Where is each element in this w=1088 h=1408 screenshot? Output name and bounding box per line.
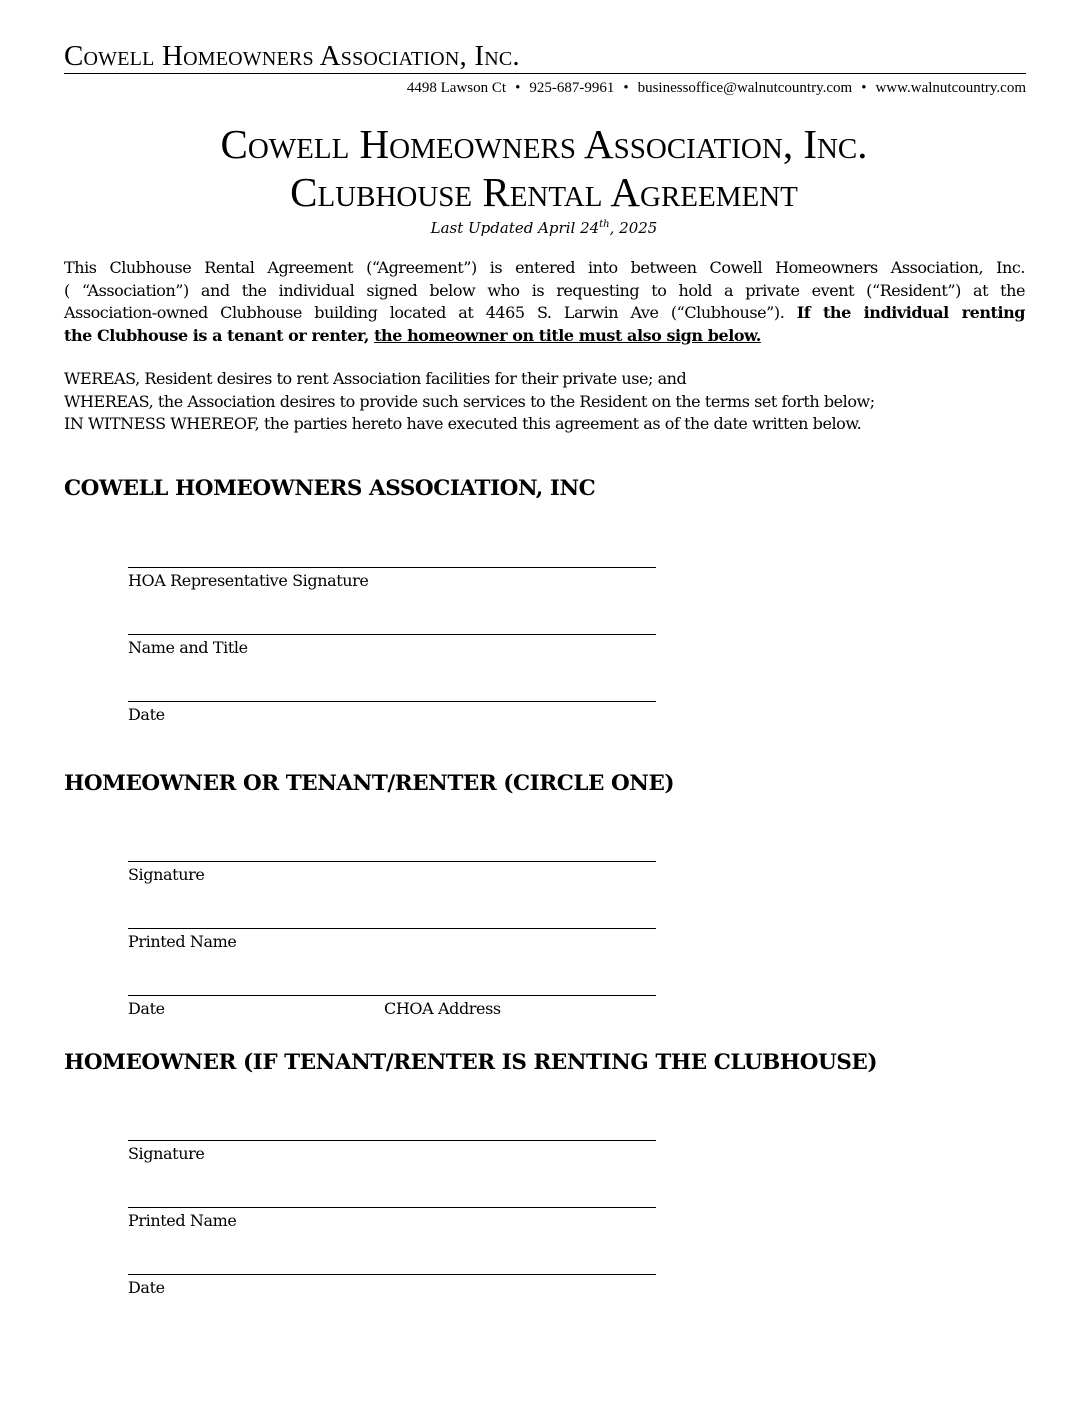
intro-line: This Clubhouse Rental Agreement (“Agreement”) is entered into between Cowell Homeowners Association, Inc. xyxy=(64,258,1025,277)
recital-line: WHEREAS, the Association desires to provide such services to the Resident on the terms set forth below; xyxy=(64,391,875,411)
intro-text: Association-owned Clubhouse building located at 4465 S. Larwin Ave (“Clubhouse”). xyxy=(64,303,785,322)
last-updated-ordinal: th xyxy=(599,219,610,230)
letterhead-name: Cowell Homeowners Association, Inc. xyxy=(64,40,520,72)
intro-line: ( “Association”) and the individual signed below who is requesting to hold a private event (“Resident”) at the xyxy=(64,280,1025,300)
resident-signature-label: Signature xyxy=(128,865,205,884)
hoa-signature-label: HOA Representative Signature xyxy=(128,571,369,590)
bullet-separator: • xyxy=(515,80,521,96)
owner-signature-label: Signature xyxy=(128,1144,205,1163)
resident-address-label: CHOA Address xyxy=(384,999,501,1018)
letterhead-contact xyxy=(407,78,1026,98)
last-updated-year: , 2025 xyxy=(609,219,658,237)
hoa-name-title-label: Name and Title xyxy=(128,638,248,657)
section-heading-hoa: COWELL HOMEOWNERS ASSOCIATION, INC xyxy=(64,476,596,501)
letterhead-divider xyxy=(64,73,1026,74)
document-title-line2: Clubhouse Rental Agreement xyxy=(290,169,798,215)
last-updated xyxy=(0,214,1088,239)
recital-line: WEREAS, Resident desires to rent Association facilities for their private use; and xyxy=(64,369,687,388)
hoa-date-line[interactable] xyxy=(128,701,656,702)
owner-printed-name-line[interactable] xyxy=(128,1207,656,1208)
hoa-date-label: Date xyxy=(128,705,165,724)
resident-printed-name-label: Printed Name xyxy=(128,932,237,951)
owner-date-line[interactable] xyxy=(128,1274,656,1275)
hoa-name-title-line[interactable] xyxy=(128,634,656,635)
last-updated-prefix: Last Updated April 24 xyxy=(430,219,600,237)
intro-line xyxy=(64,325,1025,348)
letterhead-email[interactable]: businessoffice@walnutcountry.com xyxy=(637,80,853,96)
letterhead-phone: 925-687-9961 xyxy=(529,80,615,96)
intro-bold-text: the Clubhouse is a tenant or renter, xyxy=(64,325,369,345)
recital-line: IN WITNESS WHEREOF, the parties hereto have executed this agreement as of the date written below. xyxy=(64,414,862,433)
resident-signature-line[interactable] xyxy=(128,861,656,862)
owner-signature-line[interactable] xyxy=(128,1140,656,1141)
document-title-line1: Cowell Homeowners Association, Inc. xyxy=(220,121,868,167)
letterhead-website[interactable]: www.walnutcountry.com xyxy=(875,80,1026,96)
owner-printed-name-label: Printed Name xyxy=(128,1211,237,1230)
intro-bold-text: If the individual renting xyxy=(796,303,1025,322)
section-heading-resident: HOMEOWNER OR TENANT/RENTER (CIRCLE ONE) xyxy=(64,771,675,796)
intro-line xyxy=(64,302,1025,325)
intro-paragraph xyxy=(64,257,1025,347)
recitals-paragraph xyxy=(64,368,1025,436)
bullet-separator: • xyxy=(861,80,867,96)
letterhead-address: 4498 Lawson Ct xyxy=(406,80,507,96)
hoa-signature-line[interactable] xyxy=(128,567,656,568)
owner-date-label: Date xyxy=(128,1278,165,1297)
resident-date-label: Date xyxy=(128,999,165,1018)
resident-date-address-line[interactable] xyxy=(128,995,656,996)
resident-printed-name-line[interactable] xyxy=(128,928,656,929)
bullet-separator: • xyxy=(623,80,629,96)
section-heading-owner: HOMEOWNER (IF TENANT/RENTER IS RENTING THE CLUBHOUSE) xyxy=(64,1050,878,1075)
intro-underlined-text: the homeowner on title must also sign below. xyxy=(374,325,761,345)
